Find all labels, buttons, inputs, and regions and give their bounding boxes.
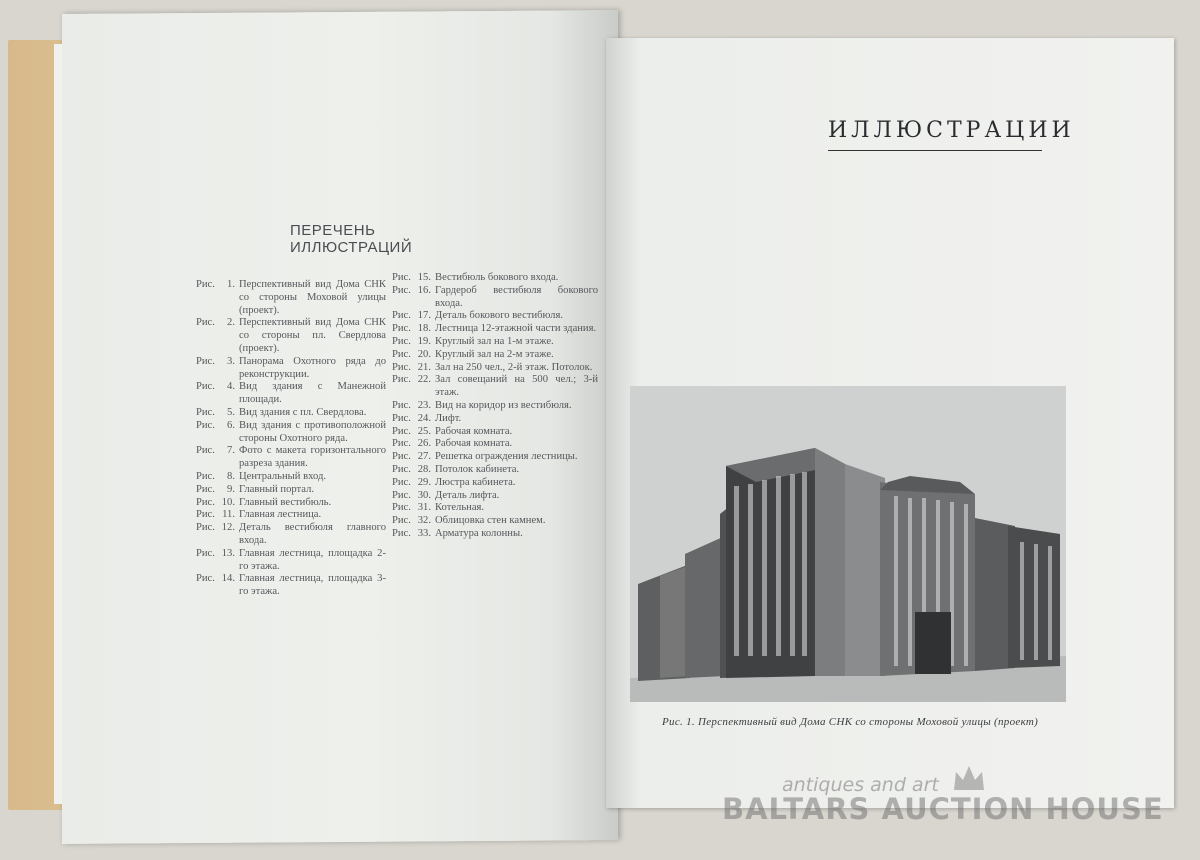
illustration-entry [392, 285, 598, 311]
figure-number: 25. [417, 425, 431, 437]
illustration-entry [392, 528, 598, 541]
figure-number: 5. [227, 406, 235, 418]
illustration-entry [392, 272, 598, 285]
figure-title: Перспективный вид Дома СНК со стороны Моховой улицы (проект). [239, 279, 386, 316]
figure-title: Главный портал. [239, 483, 315, 495]
illustrations-heading: ИЛЛЮСТРАЦИИ [828, 118, 1075, 143]
figure-title: Зал совещаний на 500 чел.; 3-й этаж. [435, 374, 598, 399]
illustration-entry [196, 420, 386, 446]
figure-title: Решетка ограждения лестницы. [435, 451, 578, 463]
figure-number: 7. [227, 445, 235, 457]
list-of-illustrations-title: ПЕРЕЧЕНЬ ИЛЛЮСТРАЦИЙ [290, 222, 413, 256]
figure-number: 16. [417, 284, 431, 296]
illustration-entry [196, 356, 386, 382]
figure-title: Гардероб вестибюля бокового входа. [435, 284, 598, 309]
figure-number: 8. [227, 470, 235, 482]
illustration-entry [392, 310, 598, 323]
figure-prefix: Рис. [196, 483, 215, 495]
illustration-entry [196, 445, 386, 471]
crown-icon [952, 764, 986, 792]
figure-prefix: Рис. [196, 547, 215, 559]
figure-title: Деталь лифта. [435, 489, 500, 501]
illustration-entry [196, 522, 386, 548]
figure-number: 26. [417, 438, 431, 450]
illustration-entry [196, 279, 386, 317]
figure-number: 29. [417, 476, 431, 488]
illustration-entry [392, 374, 598, 400]
illustration-entry [196, 471, 386, 484]
building-illustration [630, 386, 1066, 702]
figure-number: 3. [227, 355, 235, 367]
figure-number: 6. [227, 419, 235, 431]
figure-prefix: Рис. [196, 445, 215, 457]
figure-title: Главная лестница, площадка 3-го этажа. [239, 573, 386, 598]
figure-prefix: Рис. [392, 374, 411, 386]
illustration-entry [196, 317, 386, 355]
figure-number: 1. [227, 279, 235, 290]
figure-prefix: Рис. [196, 470, 215, 482]
illustrations-column-1 [196, 279, 386, 599]
figure-prefix: Рис. [196, 522, 215, 534]
illustration-entry [392, 349, 598, 362]
figure-prefix: Рис. [196, 279, 215, 290]
figure-title: Круглый зал на 2-м этаже. [435, 348, 554, 360]
figure-number: 20. [417, 348, 431, 360]
illustration-entry [196, 381, 386, 407]
illustration-entry [392, 477, 598, 490]
figure-number: 27. [417, 451, 431, 463]
figure-number: 33. [417, 527, 431, 539]
figure-title: Потолок кабинета. [435, 463, 520, 475]
figure-caption: Рис. 1. Перспективный вид Дома СНК со стороны Моховой улицы (проект) [662, 716, 1039, 728]
figure-title: Перспективный вид Дома СНК со стороны пл. Свердлова (проект). [239, 317, 386, 354]
illustration-entry [392, 502, 598, 515]
figure-prefix: Рис. [196, 496, 215, 508]
figure-title: Вид здания с противоположной стороны Охотного ряда. [239, 419, 386, 444]
illustration-entry [392, 515, 598, 528]
figure-prefix: Рис. [392, 310, 411, 322]
figure-title: Главная лестница, площадка 2-го этажа. [239, 547, 386, 572]
figure-number: 9. [227, 483, 235, 495]
figure-title: Зал на 250 чел., 2-й этаж. Потолок. [435, 361, 593, 373]
figure-number: 31. [417, 502, 431, 514]
figure-title: Вид здания с пл. Свердлова. [239, 406, 367, 418]
figure-number: 4. [227, 381, 235, 393]
figure-title: Главный вестибюль. [239, 496, 332, 508]
figure-prefix: Рис. [196, 317, 215, 329]
figure-title: Панорама Охотного ряда до реконструкции. [239, 355, 386, 380]
figure-number: 23. [417, 399, 431, 411]
illustration-entry [196, 497, 386, 510]
watermark-brand: BALTARS AUCTION HOUSE [722, 792, 1164, 826]
figure-title: Арматура колонны. [435, 527, 523, 539]
figure-number: 17. [417, 310, 431, 322]
illustration-entry [392, 464, 598, 477]
figure-prefix: Рис. [392, 502, 411, 514]
figure-title: Вестибюль бокового входа. [435, 272, 559, 283]
figure-number: 13. [221, 547, 235, 559]
figure-title: Главная лестница. [239, 509, 322, 521]
figure-prefix: Рис. [196, 419, 215, 431]
illustration-entry [196, 407, 386, 420]
figure-number: 2. [227, 317, 235, 329]
illustration-entry [196, 509, 386, 522]
figure-prefix: Рис. [392, 515, 411, 527]
figure-title: Лестница 12-этажной части здания. [435, 323, 597, 335]
figure-number: 15. [417, 272, 431, 283]
figure-number: 32. [417, 515, 431, 527]
heading-underline [828, 150, 1042, 151]
figure-number: 14. [221, 573, 235, 585]
figure-prefix: Рис. [392, 348, 411, 360]
figure-title: Вид здания с Манежной площади. [239, 381, 386, 406]
illustration-entry [392, 426, 598, 439]
figure-prefix: Рис. [392, 284, 411, 296]
figure-prefix: Рис. [196, 406, 215, 418]
illustrations-column-2 [392, 272, 598, 541]
illustration-entry [392, 336, 598, 349]
figure-prefix: Рис. [392, 451, 411, 463]
figure-prefix: Рис. [392, 489, 411, 501]
illustration-entry [392, 451, 598, 464]
figure-prefix: Рис. [196, 355, 215, 367]
figure-prefix: Рис. [392, 438, 411, 450]
figure-prefix: Рис. [196, 509, 215, 521]
figure-prefix: Рис. [392, 399, 411, 411]
figure-prefix: Рис. [392, 527, 411, 539]
figure-title: Котельная. [435, 502, 485, 514]
figure-number: 11. [222, 509, 235, 521]
figure-prefix: Рис. [392, 425, 411, 437]
figure-number: 19. [417, 335, 431, 347]
figure-title: Деталь вестибюля главного входа. [239, 522, 386, 546]
figure-number: 30. [417, 489, 431, 501]
figure-number: 22. [417, 374, 431, 386]
figure-prefix: Рис. [392, 476, 411, 488]
illustration-entry [392, 490, 598, 503]
figure-title: Лифт. [435, 412, 462, 424]
figure-number: 18. [417, 323, 431, 335]
figure-prefix: Рис. [392, 272, 411, 283]
figure-number: 12. [221, 522, 235, 534]
illustration-entry [392, 413, 598, 426]
figure-title: Рабочая комната. [435, 425, 513, 437]
figure-title: Облицовка стен камнем. [435, 515, 546, 527]
illustration-entry [392, 323, 598, 336]
figure-prefix: Рис. [392, 412, 411, 424]
figure-prefix: Рис. [196, 573, 215, 585]
figure-title: Вид на коридор из вестибюля. [435, 399, 572, 411]
illustration-entry [392, 362, 598, 375]
figure-prefix: Рис. [392, 323, 411, 335]
illustration-entry [196, 548, 386, 574]
figure-number: 10. [221, 496, 235, 508]
figure-title: Рабочая комната. [435, 438, 513, 450]
figure-title: Фото с макета горизонтального разреза здания. [239, 445, 386, 470]
figure-prefix: Рис. [392, 463, 411, 475]
illustration-entry [196, 573, 386, 599]
figure-prefix: Рис. [196, 381, 215, 393]
watermark-tagline: antiques and art [782, 774, 939, 796]
illustration-entry [392, 438, 598, 451]
figure-number: 24. [417, 412, 431, 424]
building-drawing [630, 386, 1066, 702]
figure-title: Круглый зал на 1-м этаже. [435, 335, 554, 347]
figure-title: Центральный вход. [239, 470, 327, 482]
figure-number: 28. [417, 463, 431, 475]
figure-title: Деталь бокового вестибюля. [435, 310, 563, 322]
illustration-entry [392, 400, 598, 413]
figure-prefix: Рис. [392, 361, 411, 373]
illustration-entry [196, 484, 386, 497]
figure-title: Люстра кабинета. [435, 476, 516, 488]
figure-prefix: Рис. [392, 335, 411, 347]
figure-number: 21. [417, 361, 431, 373]
